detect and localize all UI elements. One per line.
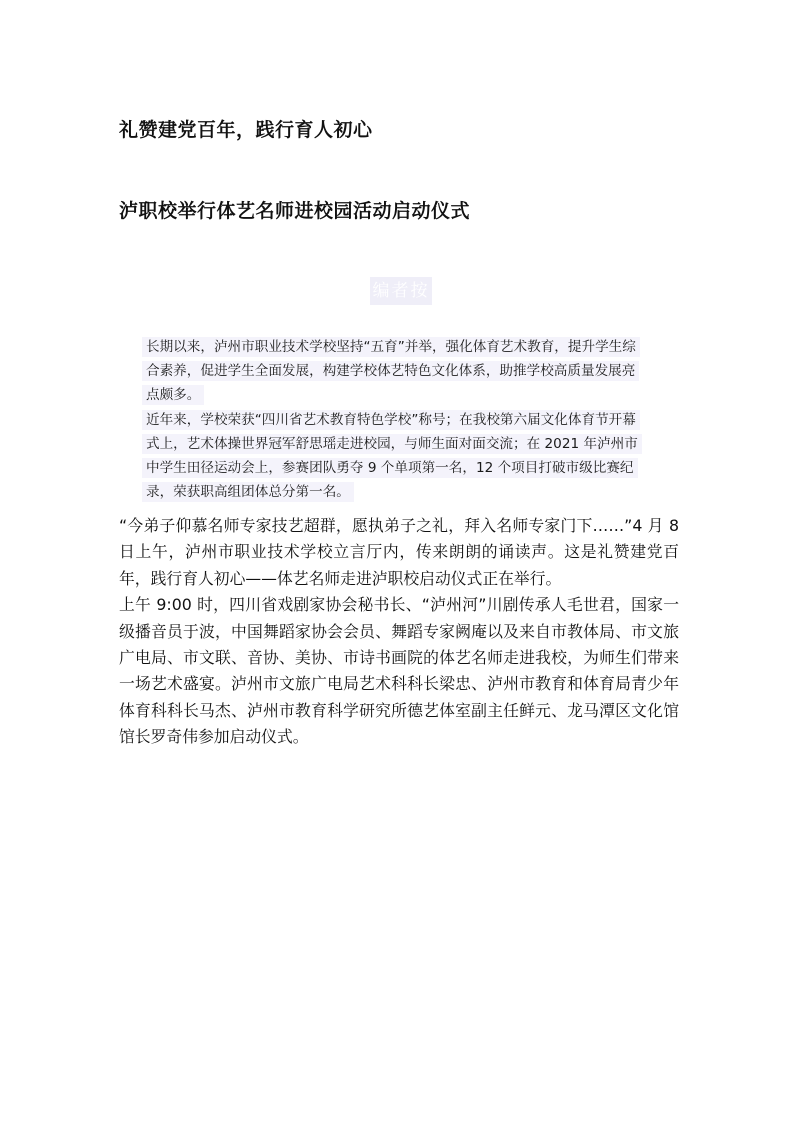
editor-note-paragraph-text: 长期以来，泸州市职业技术学校坚持“五育”并举，强化体育艺术教育，提升学生综合素养，促进学生全面发展，构建学校体艺特色文化体系，助推学校高质量发展亮点颇多。 xyxy=(142,337,640,405)
editor-note-paragraph xyxy=(142,335,648,408)
body-paragraph: “今弟子仰慕名师专家技艺超群，愿执弟子之礼，拜入名师专家门下……”4 月 8 日上午，泸州市职业技术学校立言厅内，传来朗朗的诵读声。这是礼赞建党百年，践行育人初心——体艺名师走进泸职校启动仪式正在举行。 xyxy=(119,516,679,588)
editor-note-label: 编者按 xyxy=(370,277,432,305)
page-title: 礼赞建党百年，践行育人初心 xyxy=(119,119,373,141)
body-paragraph: 上午 9:00 时，四川省戏剧家协会秘书长、“泸州河”川剧传承人毛世君，国家一级播音员于波，中国舞蹈家协会会员、舞蹈专家阙庵以及来自市教体局、市文旅广电局、市文联、音协、美协、市诗书画院的体艺名师走进我校，为师生们带来一场艺术盛宴。泸州市文旅广电局艺术科科长梁忠、泸州市教育和体育局青少年体育科科长马杰、泸州市教育科学研究所德艺体室副主任鲜元、龙马潭区文化馆馆长罗奇伟参加启动仪式。 xyxy=(119,595,679,747)
article-headline: 泸职校举行体艺名师进校园活动启动仪式 xyxy=(119,200,471,222)
editor-note-block xyxy=(142,335,648,504)
editor-note-paragraph-text: 近年来，学校荣获“四川省艺术教育特色学校”称号；在我校第六届文化体育节开幕式上，艺术体操世界冠军舒思瑶走进校园，与师生面对面交流；在 2021 年泸州市中学生田径运动会上，参赛团队勇夺 9 个单项第一名，12 个项目打破市级比赛纪录，荣获职高组团体总分第一名。 xyxy=(142,410,642,503)
article-body xyxy=(119,513,679,751)
editor-note-paragraph xyxy=(142,408,648,505)
